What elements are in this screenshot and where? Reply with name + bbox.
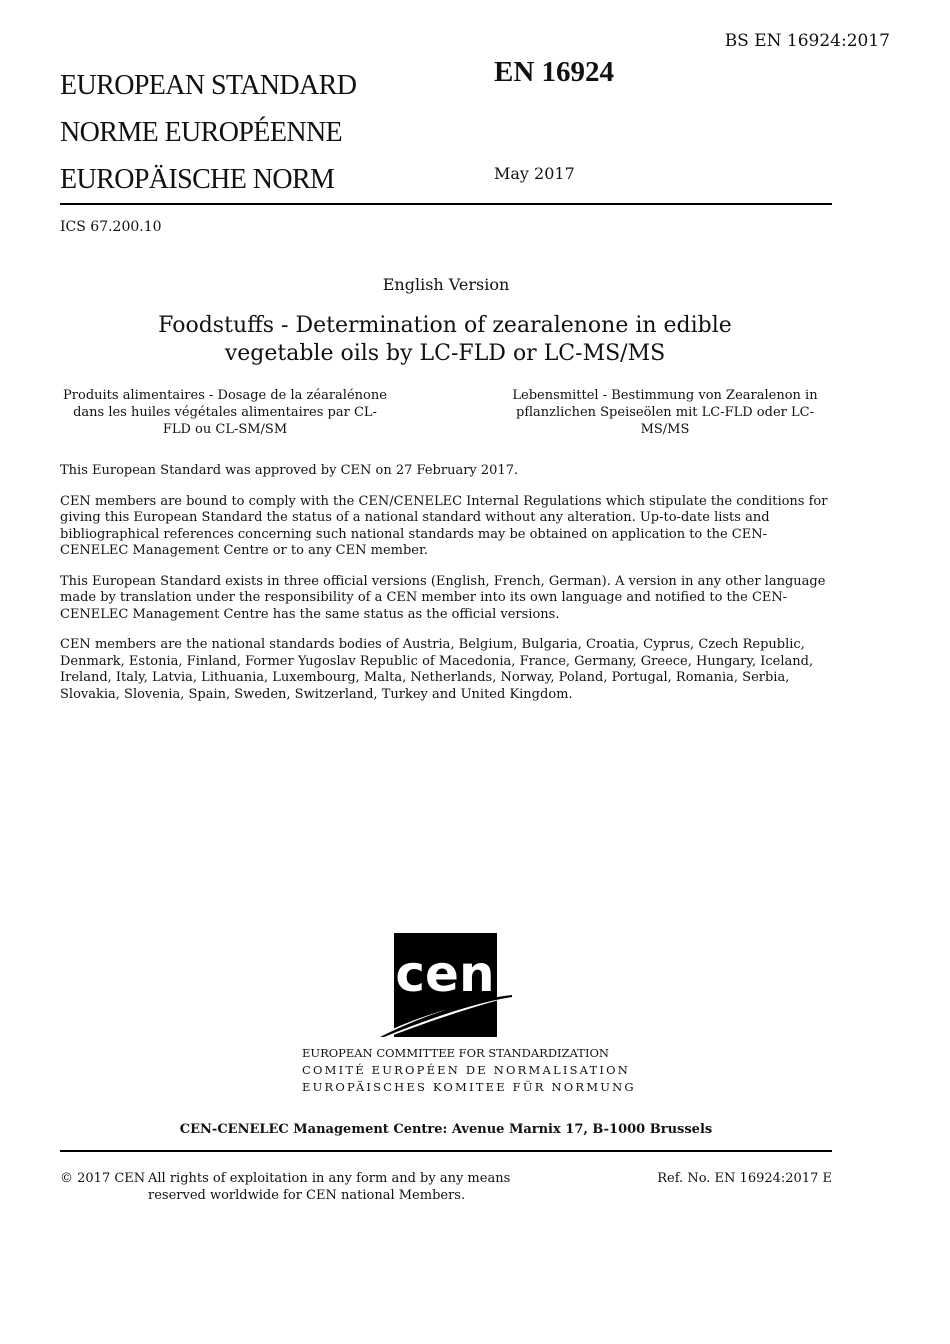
committee-english: EUROPEAN COMMITTEE FOR STANDARDIZATION <box>302 1046 609 1060</box>
ics-code: ICS 67.200.10 <box>60 219 162 235</box>
management-centre-address: CEN-CENELEC Management Centre: Avenue Marnix 17, B-1000 Brussels <box>179 1122 713 1137</box>
approval-text <box>60 463 832 717</box>
title-english: EUROPEAN STANDARD <box>60 70 357 101</box>
standard-number: EN 16924 <box>494 56 615 88</box>
copyright: © 2017 CEN <box>60 1171 146 1186</box>
committee-german: EUROPÄISCHES KOMITEE FÜR NORMUNG <box>302 1080 636 1094</box>
standard-titles <box>60 62 356 203</box>
title-french: NORME EUROPÉENNE <box>60 117 343 148</box>
members-paragraph: CEN members are the national standards bodies of Austria, Belgium, Bulgaria, Croatia, Cyprus, Czech Republic, Denmark, Estonia, Finland, Former Yugoslav Republic of Macedonia, France, Germany, Greece, Hungary, Iceland, Ireland, Italy, Latvia, Lithuania, Luxembourg, Malta, Netherlands, Norway, Poland, Portugal, Romania, Serbia, Slovakia, Slovenia, Spain, Sweden, Switzerland, Turkey and United Kingdom. <box>60 637 814 702</box>
compliance-paragraph: CEN members are bound to comply with the CEN/CENELEC Internal Regulations which stipulate the conditions for giving this European Standard the status of a national standard without any alteration. Up-to-date lists and bibliographical references concerning such national standards may be obtained on application to the CEN-CENELEC Management Centre or to any CEN member. <box>60 493 828 558</box>
version-label: English Version <box>382 275 510 294</box>
rights-statement: All rights of exploitation in any form and by any means reserved worldwide for CEN national Members. <box>148 1171 511 1203</box>
approval-paragraph: This European Standard was approved by CEN on 27 February 2017. <box>60 463 519 478</box>
german-title: Lebensmittel - Bestimmung von Zearalenon in pflanzlichen Speiseölen mit LC-FLD oder LC-MS/MS <box>512 388 818 437</box>
document-reference-top: BS EN 16924:2017 <box>724 31 890 51</box>
footer-divider <box>60 1150 832 1152</box>
publication-date: May 2017 <box>494 164 575 183</box>
document-title: Foodstuffs - Determination of zearalenone in edible vegetable oils by LC-FLD or LC-MS/MS <box>158 313 732 366</box>
committee-names <box>302 1045 636 1096</box>
reference-number: Ref. No. EN 16924:2017 E <box>657 1171 832 1186</box>
committee-french: COMITÉ EUROPÉEN DE NORMALISATION <box>302 1063 631 1077</box>
versions-paragraph: This European Standard exists in three official versions (English, French, German). A version in any other language made by translation under the responsibility of a CEN member into its own language and notified to the CEN-CENELEC Management Centre has the same status as the official versions. <box>60 573 826 622</box>
title-german: EUROPÄISCHE NORM <box>60 164 335 195</box>
cen-logo-icon <box>380 933 512 1039</box>
logo-text: cen <box>395 945 495 1003</box>
french-title: Produits alimentaires - Dosage de la zéaralénone dans les huiles végétales alimentaires par CL-FLD ou CL-SM/SM <box>63 388 387 437</box>
header-divider <box>60 203 832 205</box>
